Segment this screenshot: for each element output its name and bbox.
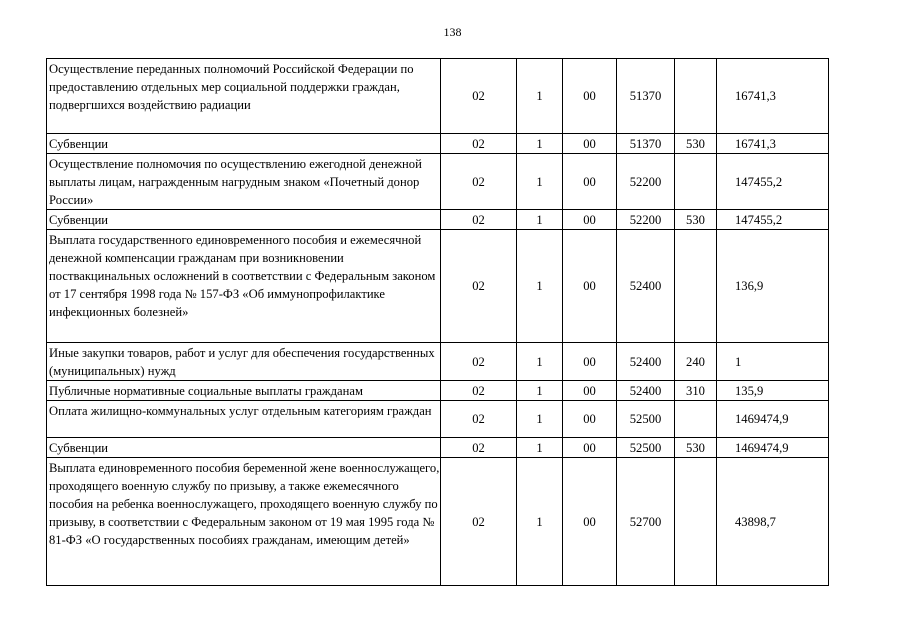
subsection-code-cell: 1 [517, 59, 563, 134]
section-code-cell: 02 [441, 210, 517, 230]
row-name-cell: Иные закупки товаров, работ и услуг для обеспечения государственных (муниципальных) нужд [47, 343, 441, 381]
amount-cell: 147455,2 [717, 154, 829, 210]
row-name-cell: Осуществление переданных полномочий Российской Федерации по предоставлению отдельных мер социальной поддержки граждан, подвергшихся воздействию радиации [47, 59, 441, 134]
row-name-cell: Субвенции [47, 210, 441, 230]
section-code-cell: 02 [441, 381, 517, 401]
expense-type-cell: 240 [675, 343, 717, 381]
section-code-cell: 02 [441, 458, 517, 586]
amount-cell: 1469474,9 [717, 401, 829, 438]
target-code-cell: 52400 [617, 343, 675, 381]
program-code-cell: 00 [563, 154, 617, 210]
table-row [47, 401, 829, 438]
row-name-cell: Выплата единовременного пособия беременной жене военнослужащего, проходящего военную службу по призыву, а также ежемесячного пособия на ребенка военнослужащего, проходящего военную службу по призыву, в соответствии с Федеральным законом от 19 мая 1995 года № 81-ФЗ «О государственных пособиях гражданам, имеющим детей» [47, 458, 441, 586]
program-code-cell: 00 [563, 401, 617, 438]
program-code-cell: 00 [563, 230, 617, 343]
expense-type-cell [675, 59, 717, 134]
expense-type-cell [675, 458, 717, 586]
program-code-cell: 00 [563, 134, 617, 154]
expense-type-cell: 530 [675, 134, 717, 154]
row-name-cell: Субвенции [47, 438, 441, 458]
table-row [47, 381, 829, 401]
amount-cell: 147455,2 [717, 210, 829, 230]
section-code-cell: 02 [441, 343, 517, 381]
expense-type-cell [675, 401, 717, 438]
program-code-cell: 00 [563, 438, 617, 458]
section-code-cell: 02 [441, 401, 517, 438]
expense-type-cell [675, 230, 717, 343]
program-code-cell: 00 [563, 343, 617, 381]
row-name-cell: Публичные нормативные социальные выплаты гражданам [47, 381, 441, 401]
table-row [47, 230, 829, 343]
amount-cell: 135,9 [717, 381, 829, 401]
row-name-cell: Осуществление полномочия по осуществлению ежегодной денежной выплаты лицам, награжденным нагрудным знаком «Почетный донор России» [47, 154, 441, 210]
target-code-cell: 52400 [617, 230, 675, 343]
section-code-cell: 02 [441, 230, 517, 343]
subsection-code-cell: 1 [517, 438, 563, 458]
section-code-cell: 02 [441, 154, 517, 210]
target-code-cell: 52700 [617, 458, 675, 586]
program-code-cell: 00 [563, 458, 617, 586]
target-code-cell: 52400 [617, 381, 675, 401]
amount-cell: 16741,3 [717, 59, 829, 134]
amount-cell: 16741,3 [717, 134, 829, 154]
subsection-code-cell: 1 [517, 210, 563, 230]
subsection-code-cell: 1 [517, 154, 563, 210]
table-row [47, 59, 829, 134]
amount-cell: 1469474,9 [717, 438, 829, 458]
program-code-cell: 00 [563, 59, 617, 134]
amount-cell: 1 [717, 343, 829, 381]
row-name-cell: Оплата жилищно-коммунальных услуг отдельным категориям граждан [47, 401, 441, 438]
expense-type-cell: 530 [675, 210, 717, 230]
section-code-cell: 02 [441, 134, 517, 154]
amount-cell: 43898,7 [717, 458, 829, 586]
section-code-cell: 02 [441, 59, 517, 134]
target-code-cell: 51370 [617, 59, 675, 134]
subsection-code-cell: 1 [517, 401, 563, 438]
program-code-cell: 00 [563, 381, 617, 401]
table-row [47, 343, 829, 381]
amount-cell: 136,9 [717, 230, 829, 343]
expense-type-cell: 310 [675, 381, 717, 401]
budget-table [46, 58, 829, 586]
subsection-code-cell: 1 [517, 230, 563, 343]
table-row [47, 438, 829, 458]
table-body [47, 59, 829, 586]
subsection-code-cell: 1 [517, 343, 563, 381]
row-name-cell: Субвенции [47, 134, 441, 154]
subsection-code-cell: 1 [517, 134, 563, 154]
table-row [47, 134, 829, 154]
table-row [47, 458, 829, 586]
target-code-cell: 52200 [617, 210, 675, 230]
target-code-cell: 51370 [617, 134, 675, 154]
target-code-cell: 52500 [617, 401, 675, 438]
target-code-cell: 52200 [617, 154, 675, 210]
section-code-cell: 02 [441, 438, 517, 458]
program-code-cell: 00 [563, 210, 617, 230]
target-code-cell: 52500 [617, 438, 675, 458]
subsection-code-cell: 1 [517, 458, 563, 586]
table-row [47, 210, 829, 230]
page-number: 138 [443, 25, 462, 39]
expense-type-cell [675, 154, 717, 210]
subsection-code-cell: 1 [517, 381, 563, 401]
expense-type-cell: 530 [675, 438, 717, 458]
row-name-cell: Выплата государственного единовременного пособия и ежемесячной денежной компенсации гражданам при возникновении поствакцинальных осложнений в соответствии с Федеральным законом от 17 сентября 1998 года № 157-ФЗ «Об иммунопрофилактике инфекционных болезней» [47, 230, 441, 343]
table-row [47, 154, 829, 210]
